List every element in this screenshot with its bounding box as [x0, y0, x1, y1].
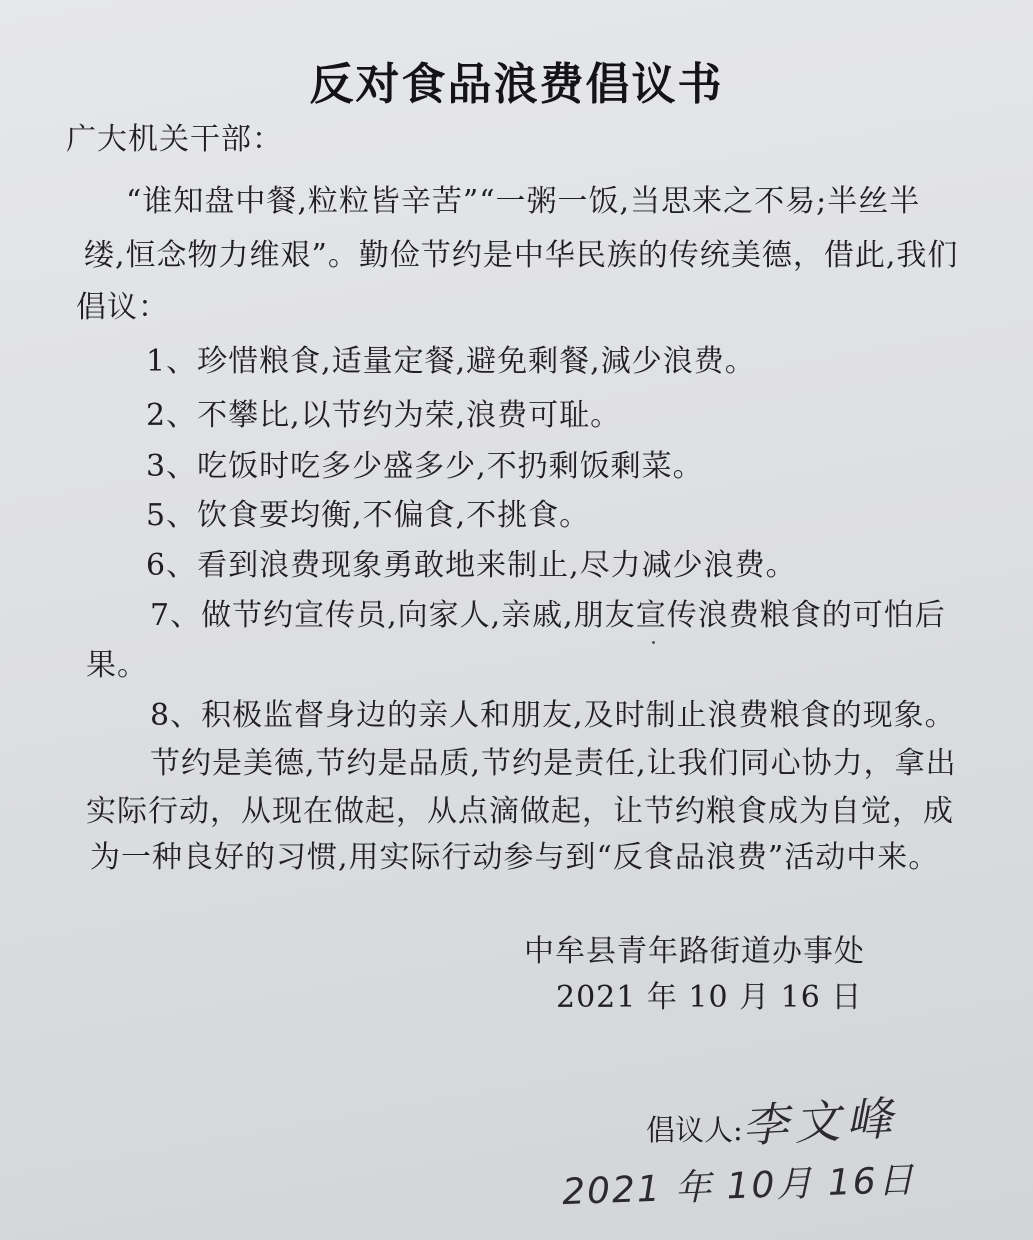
proposal-item-7: 7、做节约宣传员,向家人,亲戚,朋友宣传浪费粮食的可怕后	[150, 598, 946, 633]
body-line: 缕,恒念物力维艰”。勤俭节约是中华民族的传统美德，借此,我们	[84, 238, 959, 273]
proposal-item-3: 3、吃饭时吃多少盛多少,不扔剩饭剩菜。	[146, 449, 704, 484]
salutation: 广大机关干部：	[66, 122, 283, 157]
proposal-item-6: 6、看到浪费现象勇敢地来制止,尽力减少浪费。	[146, 548, 797, 583]
proposal-item-7-cont: 果。	[86, 648, 148, 683]
closing-line: 节约是美德,节约是品质,节约是责任,让我们同心协力，拿出	[150, 746, 957, 781]
issuer-name: 中牟县青年路街道办事处	[524, 934, 865, 969]
paper-speck	[652, 641, 655, 644]
handwritten-signature: 李文峰	[740, 1090, 900, 1154]
body-line: 倡议：	[76, 290, 169, 325]
signature-label: 倡议人:	[646, 1113, 743, 1147]
proposal-item-8: 8、积极监督身边的亲人和朋友,及时制止浪费粮食的现象。	[150, 698, 956, 733]
handwritten-date: 2021 年 10月 16日	[561, 1159, 917, 1214]
closing-line: 为一种良好的习惯,用实际行动参与到“反食品浪费”活动中来。	[90, 840, 940, 875]
closing-line: 实际行动，从现在做起，从点滴做起，让节约粮食成为自觉，成	[86, 794, 954, 829]
proposal-item-1: 1、珍惜粮食,适量定餐,避免剩餐,減少浪费。	[146, 344, 756, 379]
document-title: 反对食品浪费倡议书	[309, 59, 724, 110]
proposal-item-2: 2、不攀比,以节约为荣,浪费可耻。	[146, 398, 622, 433]
proposal-item-5: 5、饮食要均衡,不偏食,不挑食。	[146, 498, 591, 533]
issue-date: 2021 年 10 月 16 日	[556, 980, 863, 1015]
body-line: “谁知盘中餐,粒粒皆辛苦”“一粥一饭,当思来之不易;半丝半	[126, 184, 921, 219]
